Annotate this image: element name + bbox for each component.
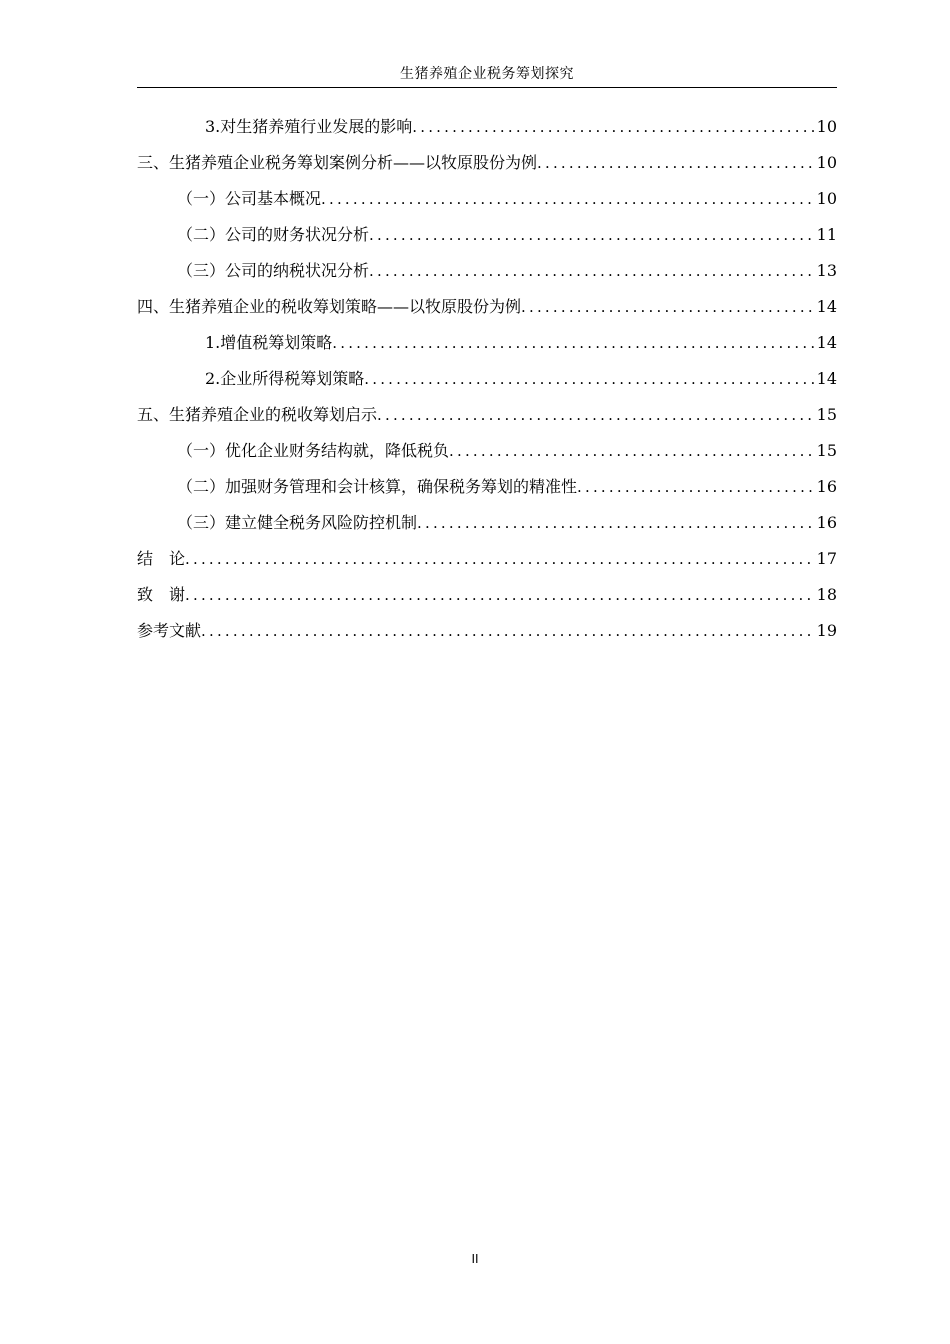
toc-entry[interactable] [137,577,837,613]
footer-page-number: II [471,1252,479,1266]
toc-entry-page: 14 [816,333,837,352]
table-of-contents [137,109,837,649]
toc-entry[interactable] [137,613,837,649]
toc-entry-text: 致 谢 [137,585,186,604]
toc-dot-leader [412,109,814,145]
toc-entry-text: 结 论 [137,549,186,568]
toc-dot-leader [537,145,815,181]
toc-dot-leader [185,541,815,577]
toc-entry[interactable] [137,433,837,469]
toc-entry-page: 10 [816,117,837,136]
toc-entry-page: 17 [816,549,837,568]
toc-entry-page: 13 [816,261,837,280]
toc-entry-text: （一）公司基本概况 [177,189,322,208]
toc-entry-text: 三、生猪养殖企业税务筹划案例分析——以牧原股份为例 [137,153,538,172]
toc-entry-text: 1.增值税筹划策略 [205,333,333,352]
running-header-title: 生猪养殖企业税务筹划探究 [400,66,574,82]
toc-entry[interactable] [137,469,837,505]
toc-entry[interactable] [137,145,837,181]
toc-dot-leader [577,469,815,505]
toc-entry-page: 14 [816,369,837,388]
toc-entry-page: 15 [816,441,837,460]
toc-dot-leader [369,217,815,253]
toc-entry-page: 15 [816,405,837,424]
toc-entry-text: 五、生猪养殖企业的税收筹划启示 [137,405,378,424]
toc-dot-leader [521,289,815,325]
toc-dot-leader [185,577,815,613]
toc-entry-page: 18 [816,585,837,604]
toc-entry-page: 11 [816,225,837,244]
toc-entry[interactable] [137,217,837,253]
toc-entry-text: 参考文献 [137,621,202,640]
toc-entry-text: （三）公司的纳税状况分析 [177,261,370,280]
toc-dot-leader [332,325,814,361]
toc-entry-page: 14 [816,297,837,316]
toc-entry[interactable] [137,253,837,289]
toc-dot-leader [201,613,815,649]
toc-entry-page: 16 [816,477,837,496]
toc-dot-leader [377,397,815,433]
header-rule [137,87,837,88]
toc-dot-leader [449,433,815,469]
toc-entry-text: （二）加强财务管理和会计核算，确保税务筹划的精准性 [177,477,578,496]
toc-entry-text: 3.对生猪养殖行业发展的影响 [205,117,413,136]
toc-entry[interactable] [137,541,837,577]
toc-entry[interactable] [137,109,837,145]
toc-entry-text: （二）公司的财务状况分析 [177,225,370,244]
toc-dot-leader [364,361,814,397]
toc-entry[interactable] [137,289,837,325]
toc-entry[interactable] [137,325,837,361]
toc-dot-leader [321,181,815,217]
toc-entry-text: 四、生猪养殖企业的税收筹划策略——以牧原股份为例 [137,297,522,316]
toc-entry-text: （三）建立健全税务风险防控机制 [177,513,418,532]
toc-entry-page: 10 [816,189,837,208]
toc-entry[interactable] [137,505,837,541]
toc-entry[interactable] [137,361,837,397]
toc-entry-page: 16 [816,513,837,532]
toc-dot-leader [417,505,815,541]
toc-entry-page: 10 [816,153,837,172]
toc-entry-text: （一）优化企业财务结构就，降低税负 [177,441,450,460]
toc-entry-text: 2.企业所得税筹划策略 [205,369,365,388]
toc-dot-leader [369,253,815,289]
toc-entry-page: 19 [816,621,837,640]
toc-entry[interactable] [137,181,837,217]
toc-entry[interactable] [137,397,837,433]
